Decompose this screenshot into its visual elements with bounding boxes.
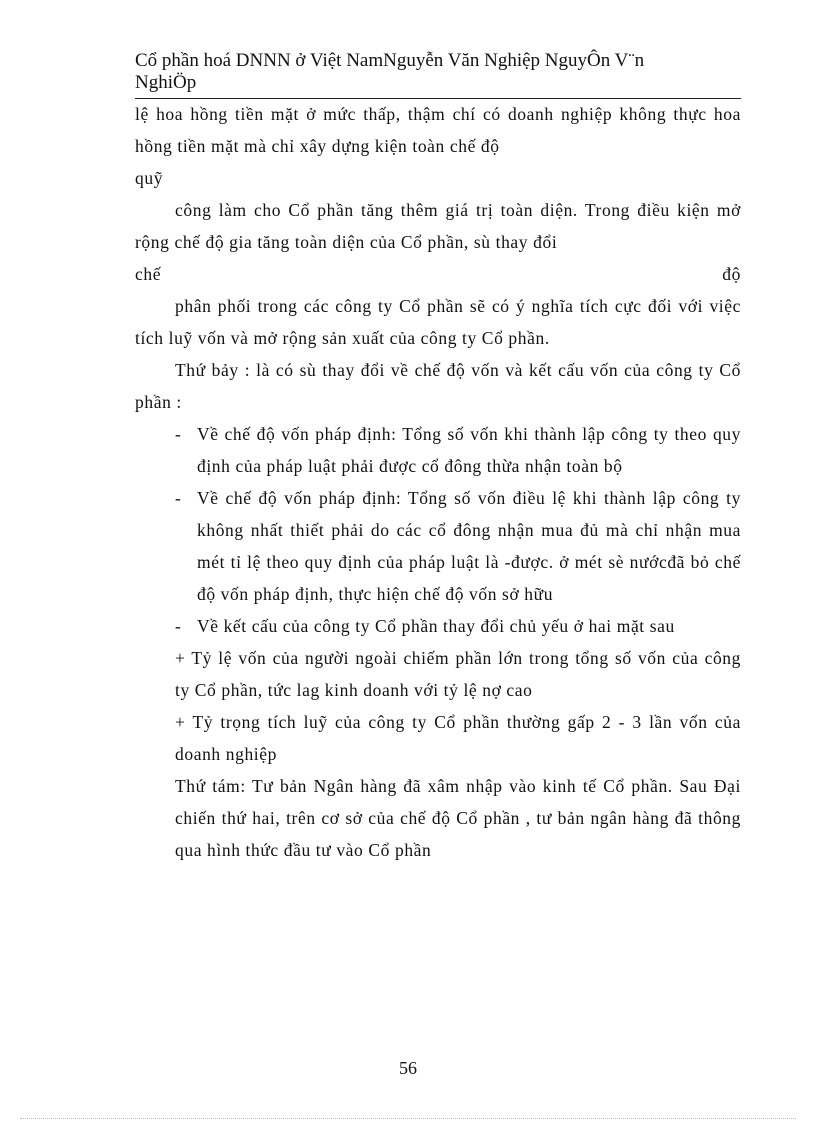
list-item-text-3: Về kết cấu của công ty Cổ phần thay đổi chủ yếu ở hai mặt sau [197,616,675,636]
paragraph-1-end: quỹ [135,168,164,188]
bullet-dash: - [175,424,181,444]
paragraph-3: phân phối trong các công ty Cổ phần sẽ có ý nghĩa tích cực đối với việc tích luỹ vốn và mở rộng sản xuất của công ty Cổ phần. [135,296,741,348]
list-item-text-2: Về chế độ vốn pháp định: Tổng số vốn điều lệ khi thành lập công ty không nhất thiết phải do các cổ đông nhận mua đủ mà chỉ nhận mua mét tỉ lệ theo quy định của pháp luật là -được. ở mét sè nướcđã bỏ chế độ vốn pháp định, thực hiện chế độ vốn sở hữu [197,488,741,604]
document-body [135,98,741,866]
bullet-dash: - [175,488,181,508]
running-header [135,50,741,94]
list-item [135,610,741,642]
paragraph-1: lệ hoa hồng tiền mặt ở mức thấp, thậm chí có doanh nghiệp không thực hoa hồng tiền mặt mà chỉ xây dựng kiện toàn chế độ [135,104,741,156]
plus-item-2: + Tỷ trọng tích luỹ của công ty Cổ phần thường gấp 2 - 3 lần vốn của doanh nghiệp [175,712,741,764]
header-line-1: Cổ phần hoá DNNN ở Việt NamNguyễn Văn Nghiệp NguyÔn V¨n [135,50,645,71]
list-item-text-1: Về chế độ vốn pháp định: Tổng số vốn khi thành lập công ty theo quy định của pháp luật phải được cổ đông thừa nhận toàn bộ [197,424,741,476]
paragraph-4: Thứ bảy : là có sù thay đổi về chế độ vốn và kết cấu vốn của công ty Cổ phần : [135,360,741,412]
paragraph-2-end [135,258,741,290]
paragraph-2: công làm cho Cổ phần tăng thêm giá trị toàn diện. Trong điều kiện mở rộng chế độ gia tăng toàn diện của Cổ phần, sù thay đổi [135,200,741,252]
bullet-dash: - [175,616,181,636]
paragraph-2-end-b: độ [722,264,741,284]
list-item [135,482,741,610]
header-line-2: NghiÖp [135,72,197,93]
plus-item-1: + Tỷ lệ vốn của người ngoài chiếm phần lớn trong tổng số vốn của công ty Cổ phần, tức lag kinh doanh với tỷ lệ nợ cao [175,648,741,700]
paragraph-5: Thứ tám: Tư bản Ngân hàng đã xâm nhập vào kinh tế Cổ phần. Sau Đại chiến thứ hai, trên cơ sở của chế độ Cổ phần , tư bản ngân hàng đã thông qua hình thức đầu tư vào Cổ phần [175,776,741,860]
list-item [135,418,741,482]
paragraph-2-end-a: chế [135,264,162,284]
page-number: 56 [399,1058,417,1078]
page-edge-divider [20,1118,796,1119]
